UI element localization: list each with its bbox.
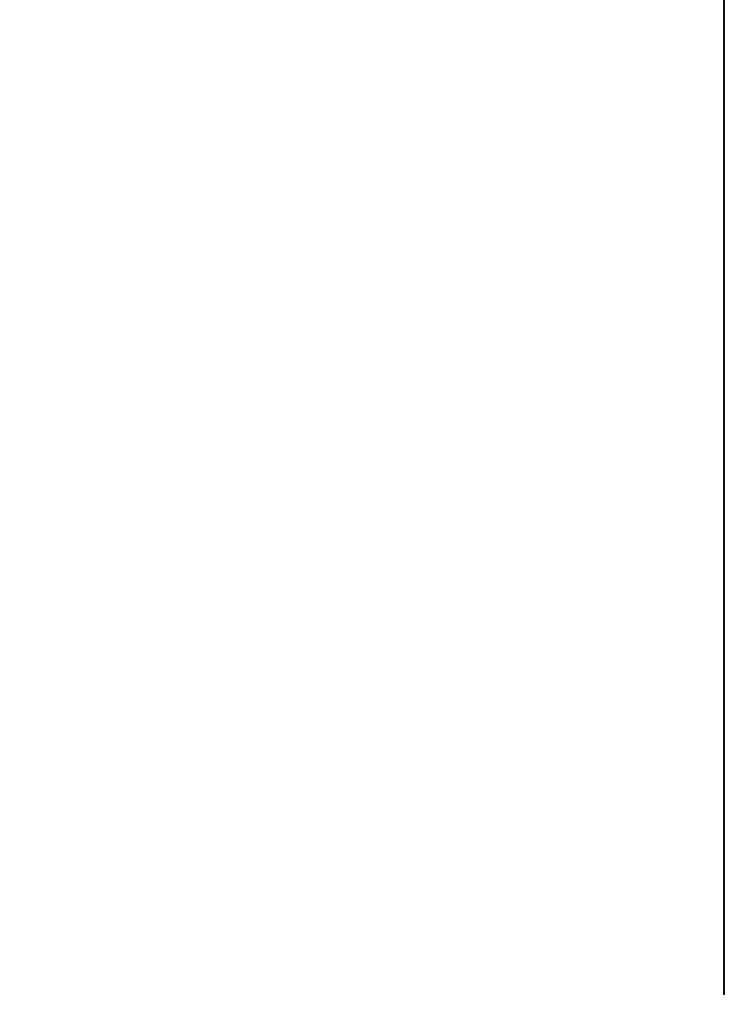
page-footer (727, 815, 747, 827)
bottom-text-band (14, 683, 722, 998)
top-text-band (14, 28, 722, 338)
middle-text-band (14, 358, 722, 658)
page-vertical-rule (723, 0, 725, 995)
